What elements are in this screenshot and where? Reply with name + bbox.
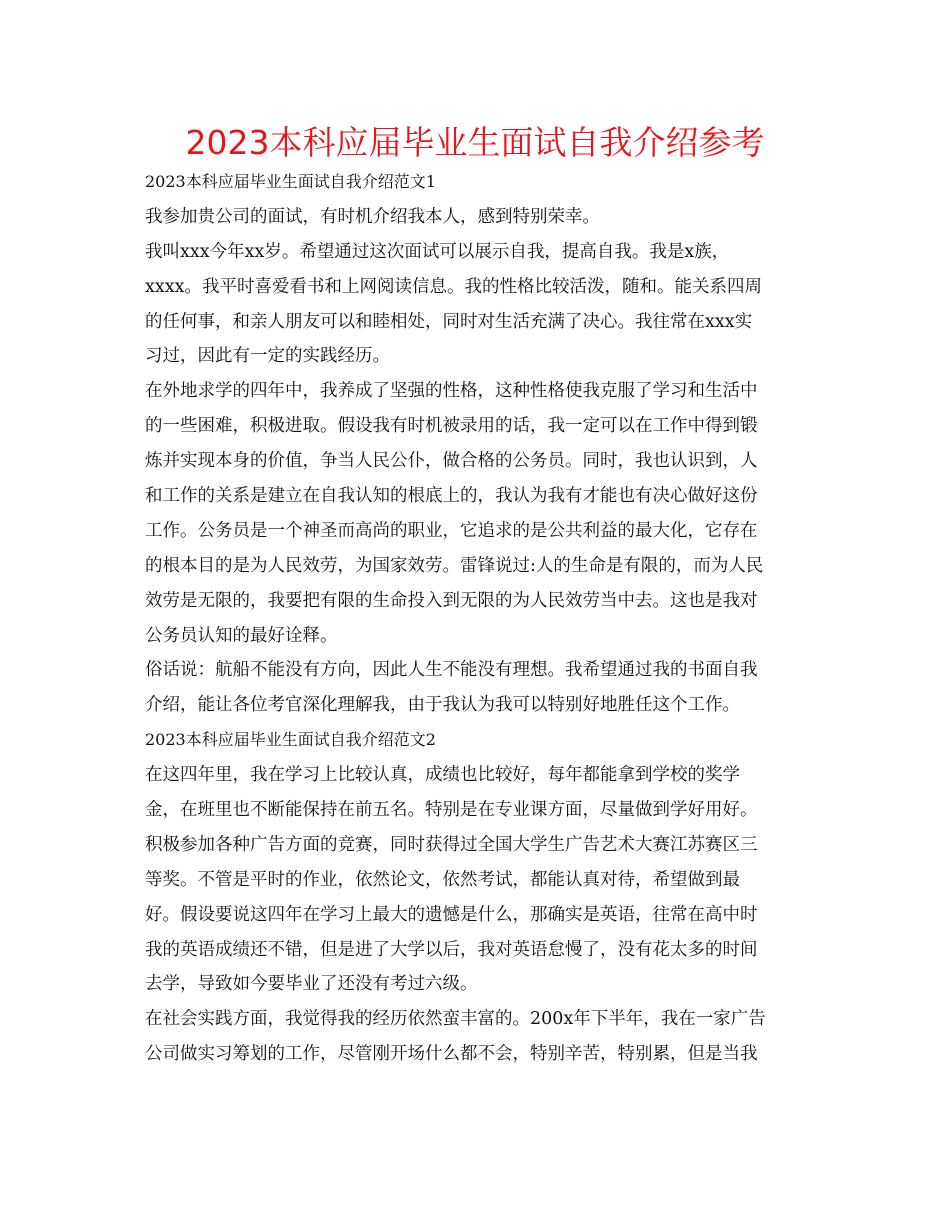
paragraph-line: 公司做实习筹划的工作，尽管刚开场什么都不会，特别辛苦，特别累，但是当我 bbox=[145, 1044, 758, 1065]
paragraph-line: 的根本目的是为人民效劳，为国家效劳。雷锋说过:人的生命是有限的，而为人民 bbox=[145, 555, 764, 576]
paragraph-line: 在这四年里，我在学习上比较认真，成绩也比较好，每年都能拿到学校的奖学 bbox=[145, 765, 740, 786]
paragraph-line: 我参加贵公司的面试，有时机介绍我本人，感到特别荣幸。 bbox=[145, 206, 600, 227]
paragraph-line: 好。假设要说这四年在学习上最大的遗憾是什么，那确实是英语，往常在高中时 bbox=[145, 904, 758, 925]
section-heading: 2023本科应届毕业生面试自我介绍范文2 bbox=[145, 730, 436, 750]
paragraph-line: 在外地求学的四年中，我养成了坚强的性格，这种性格使我克服了学习和生活中 bbox=[145, 381, 758, 402]
document-title: 2023本科应届毕业生面试自我介绍参考 bbox=[185, 123, 765, 162]
paragraph-line: 习过，因此有一定的实践经历。 bbox=[145, 346, 390, 367]
paragraph-line: 炼并实现本身的价值，争当人民公仆，做合格的公务员。同时，我也认识到，人 bbox=[145, 451, 758, 472]
paragraph-line: 俗话说：航船不能没有方向，因此人生不能没有理想。我希望通过我的书面自我 bbox=[145, 660, 758, 681]
paragraph-line: 介绍，能让各位考官深化理解我，由于我认为我可以特别好地胜任这个工作。 bbox=[145, 695, 740, 716]
paragraph-line: 公务员认知的最好诠释。 bbox=[145, 625, 338, 646]
paragraph-line: 我的英语成绩还不错，但是进了大学以后，我对英语怠慢了，没有花太多的时间 bbox=[145, 939, 758, 960]
paragraph-line: 积极参加各种广告方面的竞赛，同时获得过全国大学生广告艺术大赛江苏赛区三 bbox=[145, 834, 758, 855]
paragraph-line: 和工作的关系是建立在自我认知的根底上的，我认为我有才能也有决心做好这份 bbox=[145, 486, 758, 507]
paragraph-line: 去学，导致如今要毕业了还没有考过六级。 bbox=[145, 974, 478, 995]
section-heading: 2023本科应届毕业生面试自我介绍范文1 bbox=[145, 172, 436, 191]
document-body bbox=[145, 165, 810, 1072]
paragraph-line: 等奖。不管是平时的作业，依然论文，依然考试，都能认真对待，希望做到最 bbox=[145, 869, 740, 890]
paragraph-line: 金，在班里也不断能保持在前五名。特别是在专业课方面，尽量做到学好用好。 bbox=[145, 800, 758, 821]
paragraph-line: 我叫xxx今年xx岁。希望通过这次面试可以展示自我，提高自我。我是x族， bbox=[145, 241, 730, 262]
paragraph-line: 在社会实践方面，我觉得我的经历依然蛮丰富的。200x年下半年，我在一家广告 bbox=[145, 1009, 766, 1030]
paragraph-line: 的任何事，和亲人朋友可以和睦相处，同时对生活充满了决心。我往常在xxx实 bbox=[145, 311, 753, 332]
paragraph-line: 工作。公务员是一个神圣而高尚的职业，它追求的是公共利益的最大化，它存在 bbox=[145, 520, 758, 541]
paragraph-line: xxxx。我平时喜爱看书和上网阅读信息。我的性格比较活泼，随和。能关系四周 bbox=[145, 276, 762, 297]
paragraph-line: 效劳是无限的，我要把有限的生命投入到无限的为人民效劳当中去。这也是我对 bbox=[145, 590, 758, 611]
paragraph-line: 的一些困难，积极进取。假设我有时机被录用的话，我一定可以在工作中得到锻 bbox=[145, 416, 758, 437]
